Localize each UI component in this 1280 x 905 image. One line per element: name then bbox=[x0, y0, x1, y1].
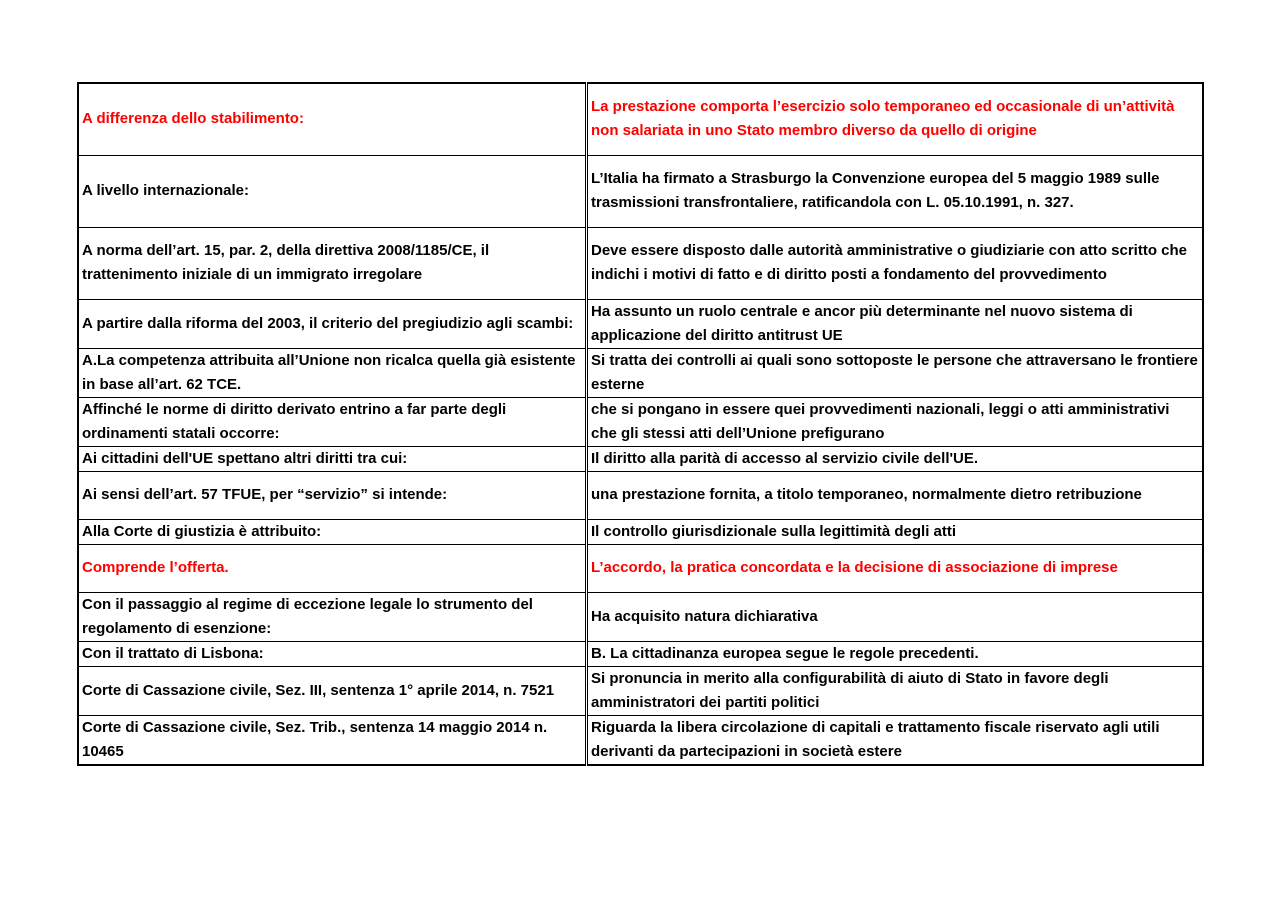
table-row bbox=[78, 446, 1203, 471]
answer-cell: una prestazione fornita, a titolo temporaneo, normalmente dietro retribuzione bbox=[587, 471, 1204, 519]
question-cell: Corte di Cassazione civile, Sez. III, sentenza 1° aprile 2014, n. 7521 bbox=[78, 666, 587, 715]
answer-cell: B. La cittadinanza europea segue le regole precedenti. bbox=[587, 641, 1204, 666]
table-row bbox=[78, 83, 1203, 155]
question-cell: A partire dalla riforma del 2003, il criterio del pregiudizio agli scambi: bbox=[78, 299, 587, 348]
question-cell: A livello internazionale: bbox=[78, 155, 587, 227]
table-row bbox=[78, 155, 1203, 227]
table-row bbox=[78, 471, 1203, 519]
table-row bbox=[78, 592, 1203, 641]
table-row bbox=[78, 715, 1203, 765]
question-cell: Con il passaggio al regime di eccezione legale lo strumento del regolamento di esenzione: bbox=[78, 592, 587, 641]
question-cell: Ai sensi dell’art. 57 TFUE, per “servizio” si intende: bbox=[78, 471, 587, 519]
answer-cell: Ha assunto un ruolo centrale e ancor più determinante nel nuovo sistema di applicazione del diritto antitrust UE bbox=[587, 299, 1204, 348]
question-cell: Con il trattato di Lisbona: bbox=[78, 641, 587, 666]
table-row bbox=[78, 544, 1203, 592]
answer-cell: Il controllo giurisdizionale sulla legittimità degli atti bbox=[587, 519, 1204, 544]
table-row bbox=[78, 397, 1203, 446]
qa-table bbox=[77, 82, 1204, 766]
question-cell: Affinché le norme di diritto derivato entrino a far parte degli ordinamenti statali occorre: bbox=[78, 397, 587, 446]
question-cell: Ai cittadini dell'UE spettano altri diritti tra cui: bbox=[78, 446, 587, 471]
answer-cell: L’accordo, la pratica concordata e la decisione di associazione di imprese bbox=[587, 544, 1204, 592]
table-row bbox=[78, 519, 1203, 544]
qa-table-body bbox=[78, 83, 1203, 765]
answer-cell: La prestazione comporta l’esercizio solo temporaneo ed occasionale di un’attività non salariata in uno Stato membro diverso da quello di origine bbox=[587, 83, 1204, 155]
table-row bbox=[78, 666, 1203, 715]
table-row bbox=[78, 641, 1203, 666]
answer-cell: che si pongano in essere quei provvedimenti nazionali, leggi o atti amministrativi che gli stessi atti dell’Unione prefigurano bbox=[587, 397, 1204, 446]
question-cell: Alla Corte di giustizia è attribuito: bbox=[78, 519, 587, 544]
table-row bbox=[78, 348, 1203, 397]
question-cell: Corte di Cassazione civile, Sez. Trib., sentenza 14 maggio 2014 n. 10465 bbox=[78, 715, 587, 765]
question-cell: Comprende l’offerta. bbox=[78, 544, 587, 592]
answer-cell: Si pronuncia in merito alla configurabilità di aiuto di Stato in favore degli amministratori dei partiti politici bbox=[587, 666, 1204, 715]
answer-cell: Deve essere disposto dalle autorità amministrative o giudiziarie con atto scritto che indichi i motivi di fatto e di diritto posti a fondamento del provvedimento bbox=[587, 227, 1204, 299]
table-row bbox=[78, 227, 1203, 299]
question-cell: A.La competenza attribuita all’Unione non ricalca quella già esistente in base all’art. 62 TCE. bbox=[78, 348, 587, 397]
answer-cell: Si tratta dei controlli ai quali sono sottoposte le persone che attraversano le frontiere esterne bbox=[587, 348, 1204, 397]
answer-cell: L’Italia ha firmato a Strasburgo la Convenzione europea del 5 maggio 1989 sulle trasmissioni transfrontaliere, ratificandola con L. 05.10.1991, n. 327. bbox=[587, 155, 1204, 227]
answer-cell: Ha acquisito natura dichiarativa bbox=[587, 592, 1204, 641]
answer-cell: Riguarda la libera circolazione di capitali e trattamento fiscale riservato agli utili derivanti da partecipazioni in società estere bbox=[587, 715, 1204, 765]
question-cell: A norma dell’art. 15, par. 2, della direttiva 2008/1185/CE, il trattenimento iniziale di un immigrato irregolare bbox=[78, 227, 587, 299]
question-cell: A differenza dello stabilimento: bbox=[78, 83, 587, 155]
table-row bbox=[78, 299, 1203, 348]
answer-cell: Il diritto alla parità di accesso al servizio civile dell'UE. bbox=[587, 446, 1204, 471]
